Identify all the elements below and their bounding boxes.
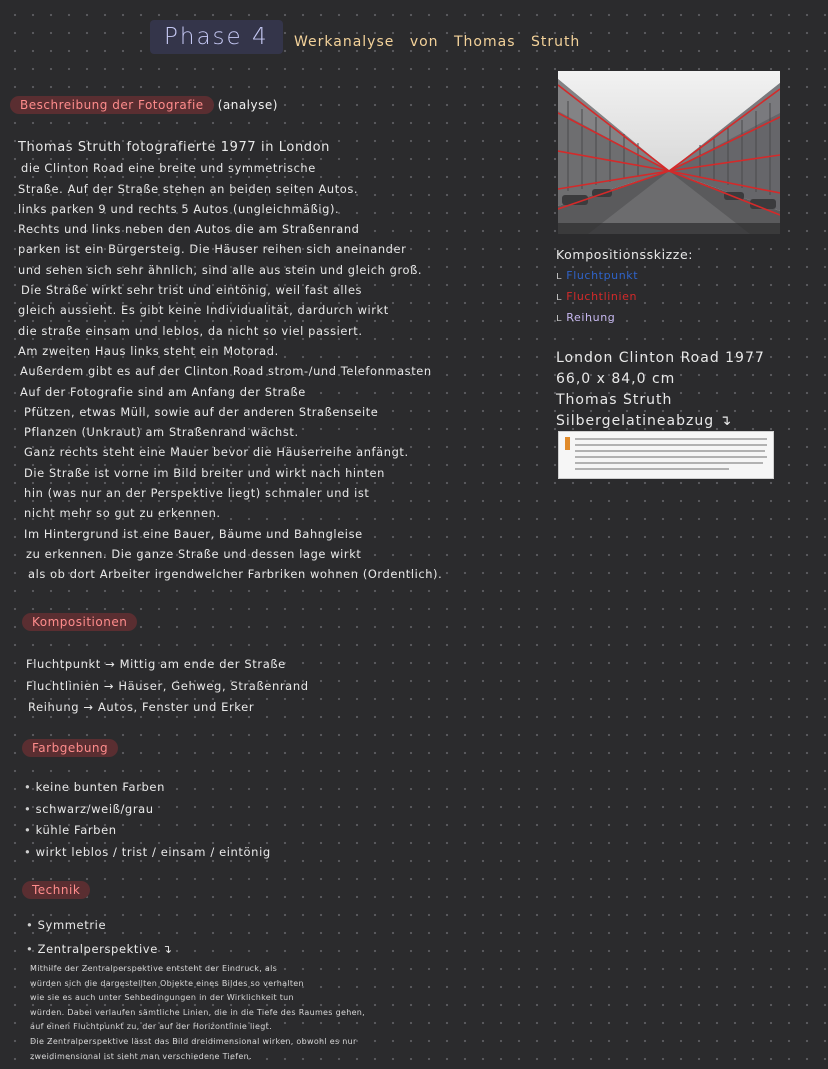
- technique-note-line: wie sie es auch unter Sehbedingungen in der Wirklichkeit tun: [30, 993, 294, 1003]
- description-line: Pflanzen (Unkraut) am Straßenrand wächst.: [24, 425, 299, 440]
- description-line: Thomas Struth fotografierte 1977 in London: [18, 140, 331, 155]
- colors-heading-label: Farbgebung: [22, 739, 118, 757]
- description-line: und sehen sich sehr ähnlich, sind alle aus stein und gleich groß.: [18, 262, 423, 277]
- description-line: gleich aussieht. Es gibt keine Individualität, dardurch wirkt: [18, 303, 389, 318]
- description-line: Die Straße wirkt sehr trist und eintönig, weil fast alles: [21, 283, 363, 298]
- artwork-dimensions: 66,0 x 84,0 cm: [556, 371, 676, 387]
- legend-label: Reihung: [566, 311, 616, 324]
- clinton-road-photo: [558, 71, 780, 234]
- description-line: die straße einsam und leblos, da nicht so viel passiert.: [18, 323, 363, 338]
- colors-item: • wirkt leblos / trist / einsam / eintönig: [24, 842, 271, 864]
- technique-heading-label: Technik: [22, 881, 90, 899]
- description-line: Auf der Fotografie sind am Anfang der Straße: [20, 384, 306, 399]
- colors-list: [24, 777, 271, 863]
- colors-heading: [22, 739, 118, 757]
- warning-icon: [565, 437, 570, 450]
- technique-note-line: zweidimensional ist sieht man verschiedene Tiefen.: [30, 1051, 252, 1061]
- technique-note-line: würden. Dabei verlaufen sämtliche Linien, die in die Tiefe des Raumes gehen,: [30, 1007, 365, 1017]
- colors-item: • keine bunten Farben: [24, 777, 271, 799]
- artwork-technique: Silbergelatineabzug ↴: [556, 413, 733, 429]
- description-line: Rechts und links neben den Autos die am Straßenrand: [18, 222, 360, 237]
- composition-heading: [22, 613, 137, 631]
- legend-label: Fluchtpunkt: [566, 269, 639, 282]
- description-line: Straße. Auf der Straße stehen an beiden seiten Autos.: [18, 181, 359, 196]
- description-line: Am zweiten Haus links steht ein Motorad.: [18, 343, 279, 358]
- composition-item: Reihung → Autos, Fenster und Erker: [28, 700, 255, 714]
- page-subtitle: Werkanalyse von Thomas Struth: [294, 34, 581, 50]
- technique-note-line: Die Zentralperspektive lässt das Bild dreidimensional wirken, obwohl es nur: [30, 1036, 357, 1046]
- silbergelatine-info-box: [558, 431, 774, 479]
- colors-item: • kühle Farben: [24, 820, 271, 842]
- colors-item: • schwarz/weiß/grau: [24, 799, 271, 821]
- technique-list: [26, 913, 172, 961]
- legend-item-fluchtlinien: ʟ Fluchtlinien: [556, 290, 638, 303]
- artwork-artist: Thomas Struth: [556, 392, 673, 408]
- composition-list: [26, 654, 309, 719]
- composition-heading-label: Kompositionen: [22, 613, 137, 631]
- description-line: als ob dort Arbeiter irgendwelcher Farbriken wohnen (Ordentlich).: [28, 567, 443, 582]
- description-line: parken ist ein Bürgersteig. Die Häuser reihen sich aneinander: [18, 242, 407, 257]
- technique-note-line: Mithilfe der Zentralperspektive entsteht der Eindruck, als: [30, 964, 278, 973]
- description-line: Pfützen, etwas Müll, sowie auf der anderen Straßenseite: [24, 404, 379, 419]
- description-line: Ganz rechts steht eine Mauer bevor die Häuserreihe anfängt.: [24, 445, 409, 460]
- description-line: die Clinton Road eine breite und symmetrische: [21, 161, 316, 176]
- description-line: hin (was nur an der Perspektive liegt) schmaler und ist: [24, 486, 370, 501]
- sketch-title: Kompositionsskizze:: [556, 247, 694, 262]
- phase-title: Phase 4: [150, 20, 283, 54]
- description-heading: [10, 96, 278, 114]
- legend-item-fluchtpunkt: ʟ Fluchtpunkt: [556, 269, 639, 282]
- description-line: nicht mehr so gut zu erkennen.: [24, 506, 221, 521]
- legend-label: Fluchtlinien: [566, 290, 638, 303]
- technique-item: • Zentralperspektive ↴: [26, 937, 172, 961]
- description-paragraph: [18, 138, 528, 585]
- description-heading-label: Beschreibung der Fotografie: [10, 96, 214, 114]
- description-line: Außerdem gibt es auf der Clinton Road strom-/und Telefonmasten: [20, 364, 432, 379]
- legend-item-reihung: ʟ Reihung: [556, 311, 616, 324]
- composition-item: Fluchtlinien → Häuser, Gehweg, Straßenrand: [26, 678, 309, 693]
- technique-heading: [22, 881, 90, 899]
- technique-item: • Symmetrie: [26, 913, 172, 937]
- description-line: links parken 9 und rechts 5 Autos (ungleichmäßig).: [18, 201, 340, 216]
- artwork-title-line: London Clinton Road 1977: [556, 350, 765, 366]
- technique-note-line: würden sich die dargestellten Objekte eines Bildes so verhalten: [30, 978, 304, 988]
- description-line: zu erkennen. Die ganze Straße und dessen lage wirkt: [26, 546, 362, 561]
- artwork-info: [556, 348, 765, 432]
- description-line: Die Straße ist vorne im Bild breiter und wirkt nach hinten: [24, 465, 385, 480]
- technique-note-line: auf einen Fluchtpunkt zu, der auf der Horizontlinie liegt.: [30, 1022, 272, 1032]
- technique-note: [30, 962, 430, 1064]
- composition-item: Fluchtpunkt → Mittig am ende der Straße: [26, 657, 286, 671]
- composition-sketch-legend: [556, 244, 693, 328]
- description-line: Im Hintergrund ist eine Bauer, Bäume und Bahngleise: [24, 526, 363, 541]
- description-heading-suffix: (analyse): [217, 98, 278, 112]
